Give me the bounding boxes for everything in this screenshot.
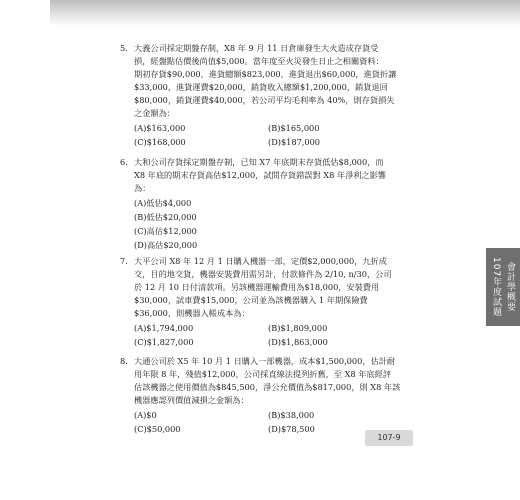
option-d: (D)$187,000 bbox=[268, 137, 321, 147]
question-text-line: 用年限 8 年，殘值$12,000，公司採直線法提列折舊，至 X8 年底經評 bbox=[134, 369, 392, 379]
option-c: (C)$168,000 bbox=[134, 137, 186, 147]
question-text-line: 大和公司存貨採定期盤存制，已知 X7 年底期末存貨低估$8,000，而 bbox=[134, 157, 384, 167]
option-b: (B)低估$20,000 bbox=[134, 212, 197, 222]
question-number: 7. bbox=[120, 256, 128, 266]
option-d: (D)$78,500 bbox=[268, 424, 315, 434]
question-number: 6. bbox=[120, 157, 128, 167]
option-a: (A)$1,794,000 bbox=[134, 323, 194, 333]
question-text-line: X8 年底的期末存貨高估$12,000，試問存貨錯誤對 X8 年淨利之影響 bbox=[134, 170, 387, 180]
option-a: (A)$0 bbox=[134, 410, 157, 420]
question-text-line: 大平公司 X8 年 12 月 1 日購入機器一部，定價$2,000,000，九折成 bbox=[134, 256, 387, 266]
question-number: 5. bbox=[120, 43, 128, 53]
question-text-line: $30,000，試車費$15,000，公司並為該機器購入 1 年期保險費 bbox=[134, 295, 368, 305]
option-c: (C)$50,000 bbox=[134, 424, 181, 434]
option-d: (D)$1,863,000 bbox=[268, 337, 328, 347]
question-text-line: 損，經盤點估價後尚值$5,000。當年度至火災發生日止之相關資料： bbox=[134, 56, 384, 66]
question-text-line: $80,000，銷貨運費$40,000，若公司平均毛利率為 40%，則存貨損失 bbox=[134, 95, 395, 105]
question-text-line: $36,000，則機器入帳成本為： bbox=[134, 308, 250, 318]
question-number: 8. bbox=[120, 356, 128, 366]
question-text-line: 估該機器之使用價值為$845,500，淨公允價值為$817,000，則 X8 年該 bbox=[134, 382, 401, 392]
option-a: (A)低估$4,000 bbox=[134, 198, 192, 208]
chapter-side-tab bbox=[486, 248, 520, 326]
side-tab-subject: 會計學概要 bbox=[505, 262, 515, 312]
question-text-line: 為： bbox=[134, 183, 151, 193]
question-text-line: 期初存貨$90,000，進貨總額$823,000，進貨退出$60,000，進貨折讓 bbox=[134, 69, 397, 79]
option-b: (B)$38,000 bbox=[268, 410, 315, 420]
question-text-line: 大通公司於 X5 年 10 月 1 日購入一部機器，成本$1,500,000，估計耐 bbox=[134, 356, 396, 366]
option-b: (B)$165,000 bbox=[268, 123, 320, 133]
option-c: (C)$1,827,000 bbox=[134, 337, 194, 347]
option-b: (B)$1,809,000 bbox=[268, 323, 328, 333]
question-text-line: 交，目的地交貨，機器安裝費用需另計，付款條件為 2/10, n/30，公司 bbox=[134, 269, 392, 279]
question-text-line: 之金額為： bbox=[134, 108, 175, 118]
option-d: (D)高估$20,000 bbox=[134, 240, 198, 250]
question-text-line: 於 12 月 10 日付清款項。另該機器運輸費用為$18,000，安裝費用 bbox=[134, 282, 380, 292]
option-c: (C)高估$12,000 bbox=[134, 226, 197, 236]
question-text-line: 機器應認列價值減損之金額為： bbox=[134, 395, 249, 405]
page-number: 107-9 bbox=[365, 430, 413, 446]
question-text-line: 大義公司採定期盤存制，X8 年 9 月 11 日倉庫發生大火造成存貨受 bbox=[134, 43, 379, 53]
question-text-line: $33,000，進貨運費$20,000，銷貨收入總額$1,200,000，銷貨退回 bbox=[134, 82, 388, 92]
side-tab-year: 107年度試題 bbox=[491, 256, 501, 318]
option-a: (A)$163,000 bbox=[134, 123, 186, 133]
